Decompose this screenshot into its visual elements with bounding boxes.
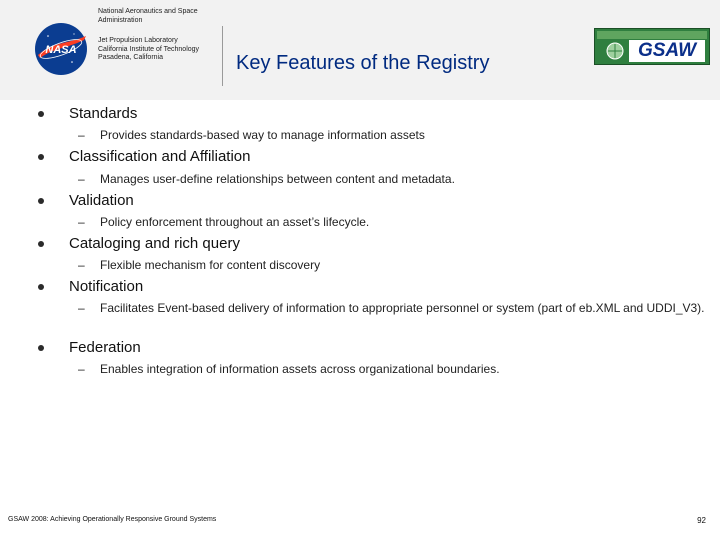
feature-detail bbox=[78, 128, 710, 142]
gsaw-logo-text: GSAW bbox=[629, 40, 705, 62]
feature-detail-text: Provides standards-based way to manage information assets bbox=[100, 128, 425, 142]
org-line-caltech: California Institute of Technology bbox=[98, 45, 200, 53]
feature-detail bbox=[78, 301, 710, 315]
slide-footer: GSAW 2008: Achieving Operationally Responsive Ground Systems bbox=[8, 516, 217, 523]
gsaw-logo-strip bbox=[597, 31, 707, 39]
nasa-logo-text: NASA bbox=[45, 44, 77, 56]
dash-icon: – bbox=[78, 258, 85, 272]
feature-title: Notification bbox=[69, 278, 144, 295]
dash-icon: – bbox=[78, 362, 85, 376]
bullet-icon bbox=[38, 198, 44, 204]
bullet-icon bbox=[38, 345, 44, 351]
dash-icon: – bbox=[78, 301, 85, 315]
bullet-icon bbox=[38, 241, 44, 247]
feature-title: Cataloging and rich query bbox=[69, 235, 240, 252]
feature-detail-text: Facilitates Event-based delivery of information to appropriate personnel or system (part of eb.XML and UDDI_V3). bbox=[100, 301, 705, 315]
organization-block bbox=[98, 8, 223, 63]
bullet-icon bbox=[38, 284, 44, 290]
bullet-icon bbox=[38, 111, 44, 117]
feature-detail bbox=[78, 362, 710, 376]
slide-title: Key Features of the Registry bbox=[236, 52, 490, 74]
feature-detail bbox=[78, 172, 710, 186]
feature-title: Standards bbox=[69, 105, 138, 122]
feature-detail-text: Enables integration of information assets across organizational boundaries. bbox=[100, 362, 500, 376]
feature-title: Federation bbox=[69, 339, 141, 356]
feature-detail-text: Policy enforcement throughout an asset’s lifecycle. bbox=[100, 215, 370, 229]
slide-header bbox=[0, 0, 720, 100]
dash-icon: – bbox=[78, 128, 85, 142]
dash-icon: – bbox=[78, 215, 85, 229]
gsaw-logo bbox=[594, 28, 710, 65]
feature-title: Classification and Affiliation bbox=[69, 148, 251, 165]
nasa-logo-icon bbox=[34, 22, 88, 76]
dash-icon: – bbox=[78, 172, 85, 186]
header-divider bbox=[222, 26, 223, 86]
org-line-jpl: Jet Propulsion Laboratory bbox=[98, 37, 178, 44]
org-line-location: Pasadena, California bbox=[98, 54, 163, 61]
feature-detail-text: Flexible mechanism for content discovery bbox=[100, 258, 321, 272]
feature-detail bbox=[78, 258, 710, 272]
feature-detail-text: Manages user-define relationships between content and metadata. bbox=[100, 172, 455, 186]
org-line-nasa: National Aeronautics and Space Administration bbox=[98, 8, 198, 24]
feature-detail bbox=[78, 215, 710, 229]
feature-title: Validation bbox=[69, 192, 134, 209]
bullet-icon bbox=[38, 154, 44, 160]
gsaw-globe-icon bbox=[605, 41, 625, 61]
page-number: 92 bbox=[697, 516, 706, 525]
